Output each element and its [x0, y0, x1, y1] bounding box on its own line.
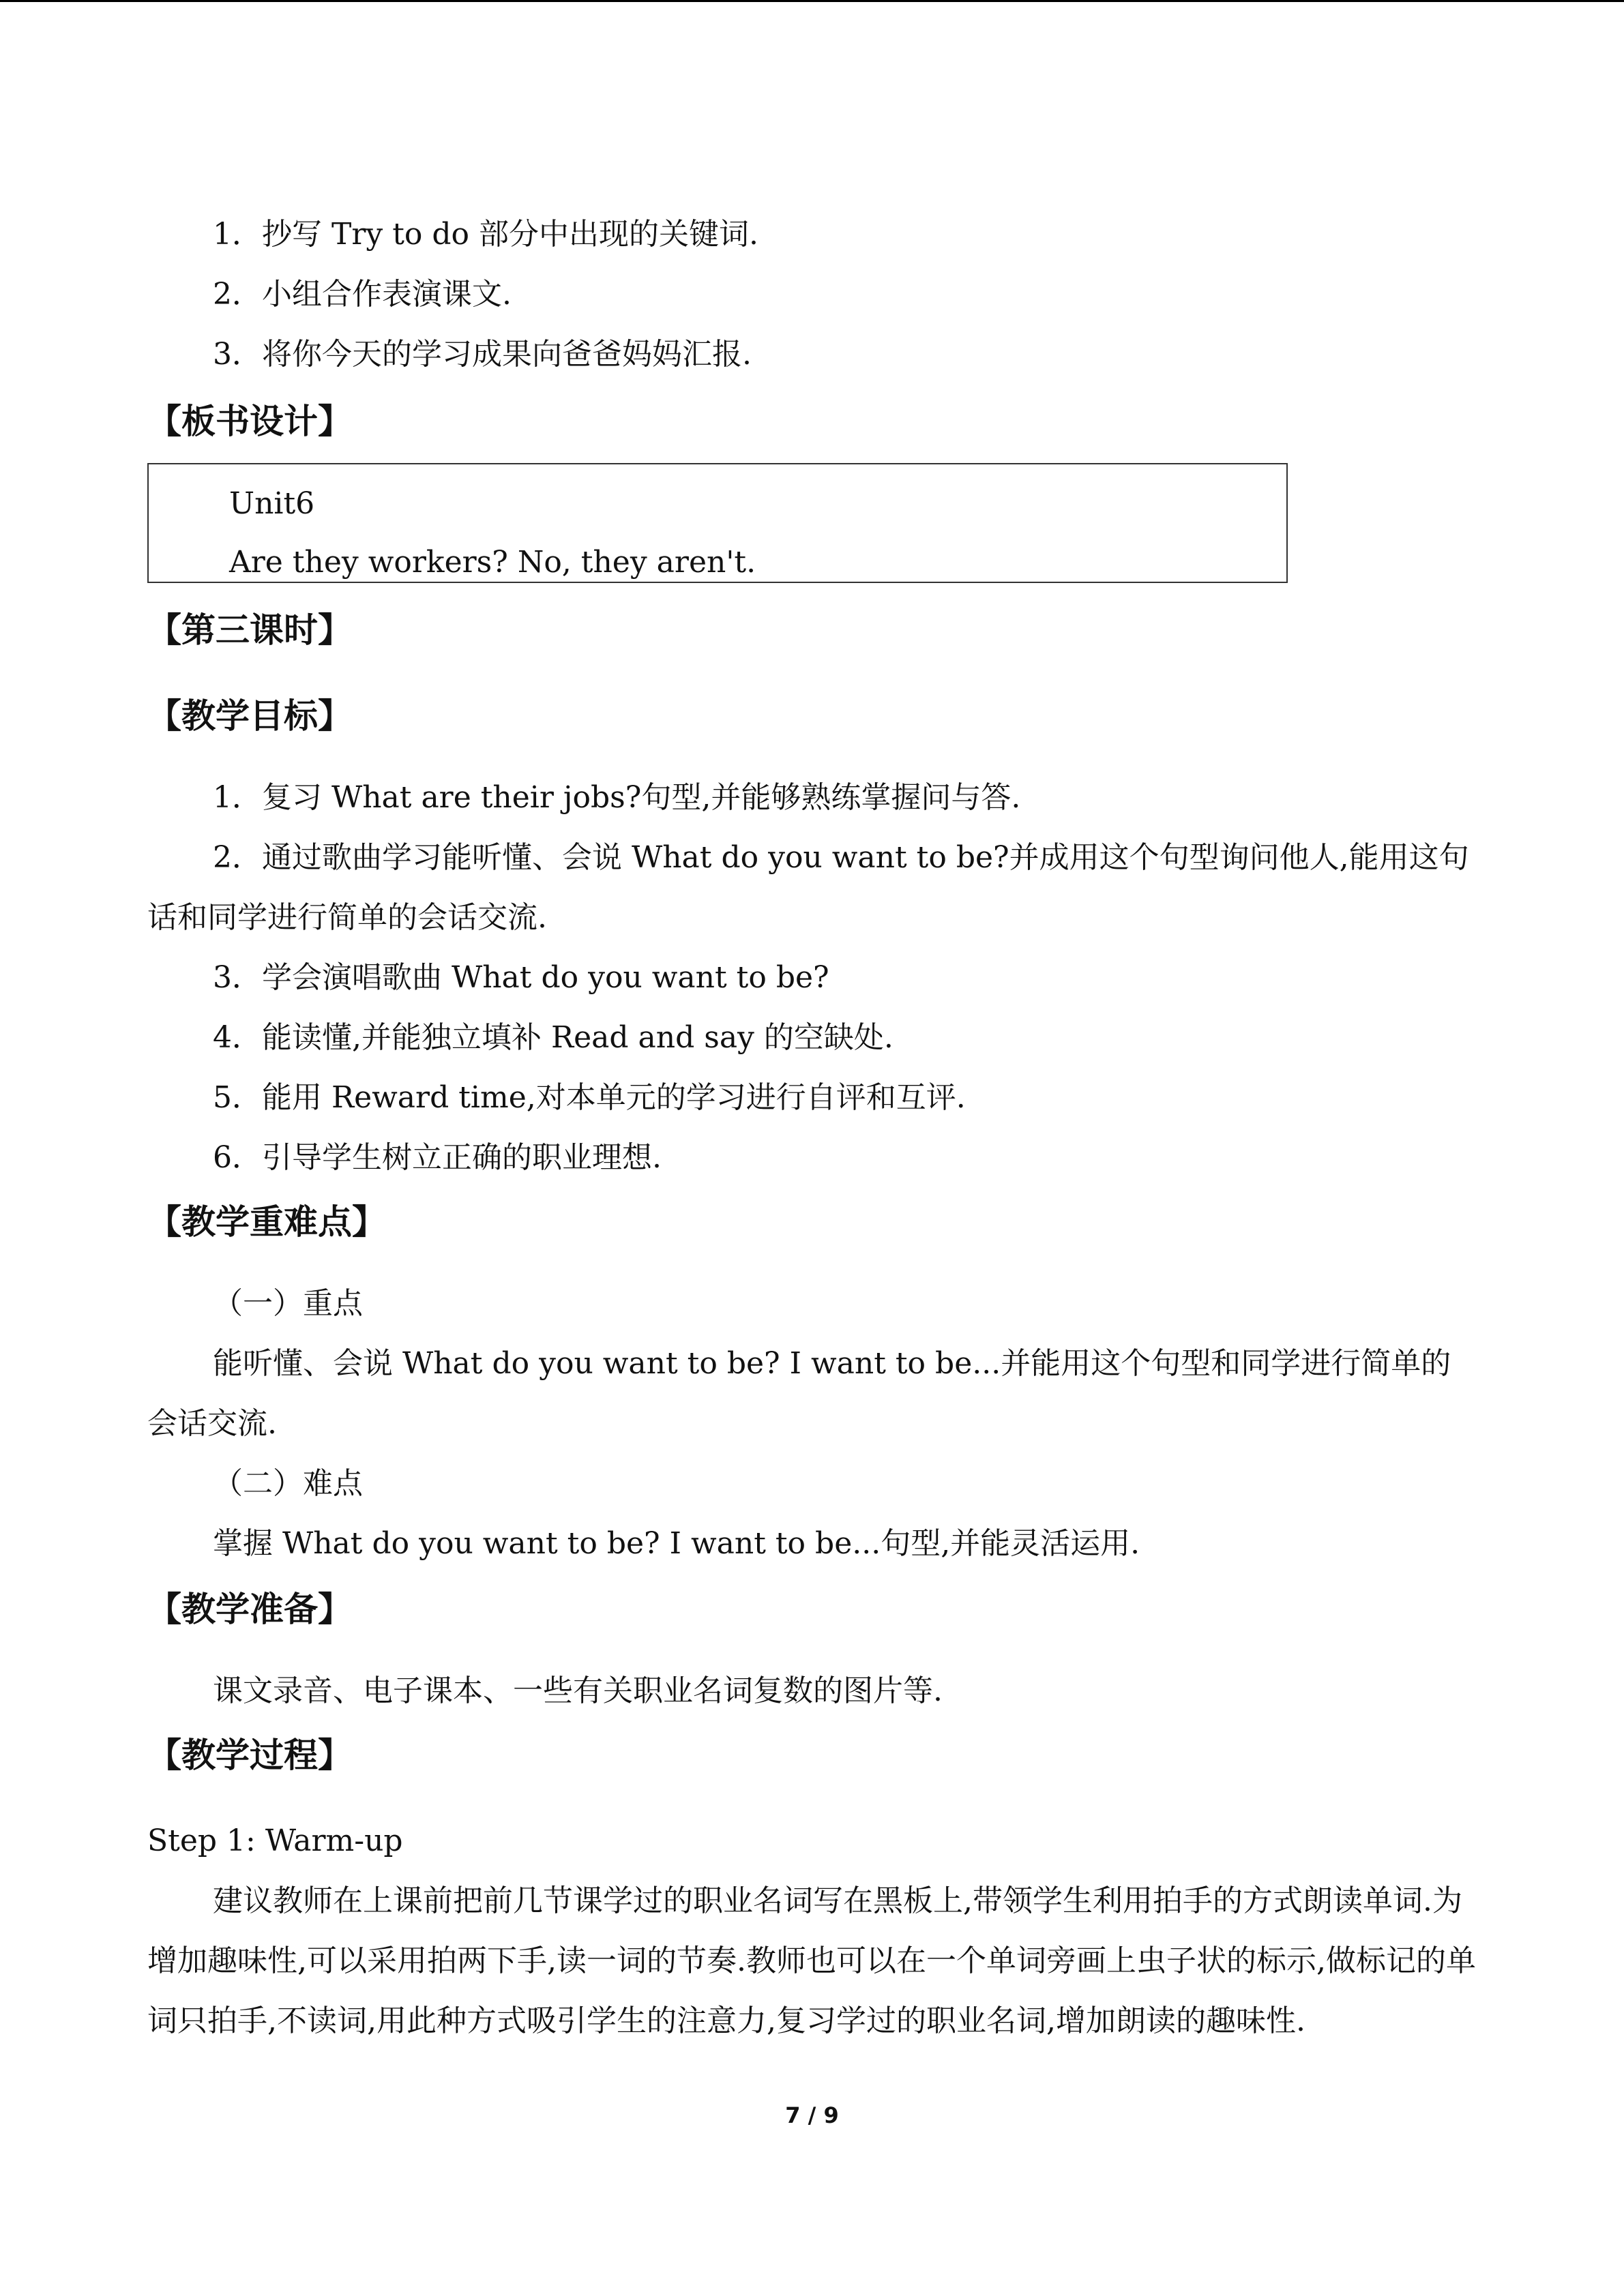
page-number: 7 / 9: [785, 2102, 839, 2128]
board-line-unit: Unit6: [229, 486, 315, 521]
step1-title: Step 1: Warm-up: [147, 1823, 403, 1858]
objective-item-5: 5．能用 Reward time,对本单元的学习进行自评和互评.: [213, 1080, 966, 1115]
objective-item-2: 2．通过歌曲学习能听懂、会说 What do you want to be?并成用这个句型询问他人,能用这句话和同学进行简单的会话交流.: [147, 840, 1469, 935]
difficulty-label: （二）难点: [213, 1466, 363, 1501]
objective-item-1: 1．复习 What are their jobs?句型,并能够熟练掌握问与答.: [213, 780, 1021, 815]
difficulty-text: 掌握 What do you want to be? I want to be...句型,并能灵活运用.: [213, 1526, 1140, 1561]
homework-item-2: 2．小组合作表演课文.: [213, 277, 512, 312]
step1-text: 建议教师在上课前把前几节课学过的职业名词写在黑板上,带领学生利用拍手的方式朗读单词.为增加趣味性,可以采用拍两下手,读一词的节奏.教师也可以在一个单词旁画上虫子状的标示,做标记的单词只拍手,不读词,用此种方式吸引学生的注意力,复习学过的职业名词,增加朗读的趣味性.: [147, 1883, 1476, 2038]
focus-label: （一）重点: [213, 1286, 363, 1321]
preparation-text: 课文录音、电子课本、一些有关职业名词复数的图片等.: [213, 1673, 943, 1708]
objective-item-6: 6．引导学生树立正确的职业理想.: [213, 1140, 662, 1175]
objective-item-3: 3．学会演唱歌曲 What do you want to be?: [213, 960, 829, 995]
board-line-sentence: Are they workers? No, they aren't.: [229, 545, 756, 580]
objective-item-4: 4．能读懂,并能独立填补 Read and say 的空缺处.: [213, 1020, 894, 1055]
process-heading: 【教学过程】: [147, 1735, 352, 1775]
lesson3-heading: 【第三课时】: [147, 610, 352, 650]
board-design-heading: 【板书设计】: [147, 402, 352, 441]
focus-text: 能听懂、会说 What do you want to be? I want to be...并能用这个句型和同学进行简单的会话交流.: [147, 1346, 1451, 1441]
preparation-heading: 【教学准备】: [147, 1590, 352, 1629]
board-design-box: [147, 463, 1288, 583]
page-top-border: [0, 0, 1624, 2]
objectives-heading: 【教学目标】: [147, 696, 352, 736]
key-points-heading: 【教学重难点】: [147, 1202, 386, 1242]
homework-item-3: 3．将你今天的学习成果向爸爸妈妈汇报.: [213, 337, 752, 372]
homework-item-1: 1．抄写 Try to do 部分中出现的关键词.: [213, 217, 758, 252]
